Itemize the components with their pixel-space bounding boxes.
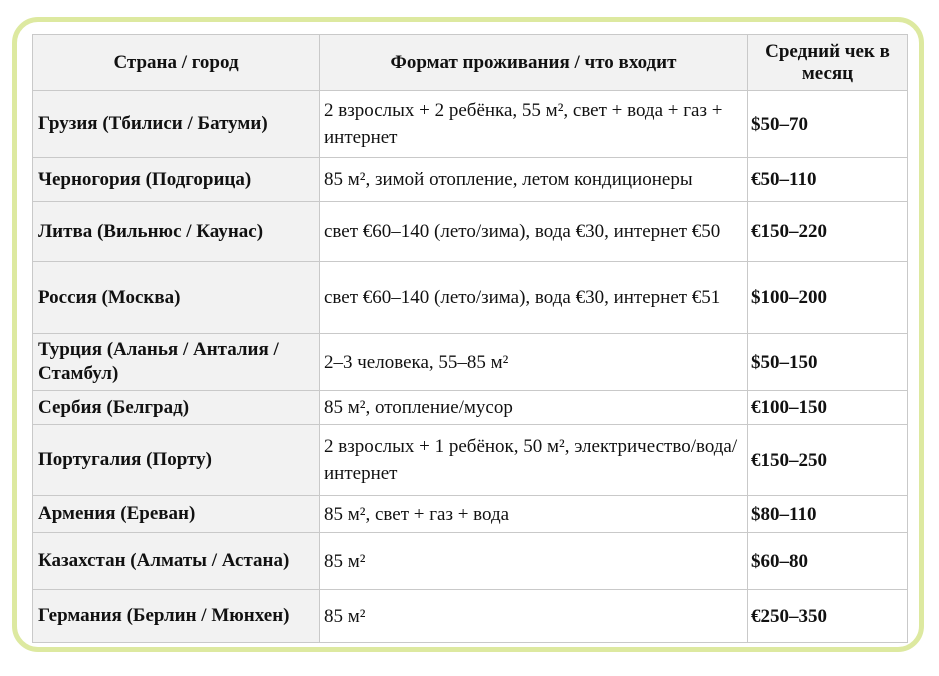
country-cell: Сербия (Белград) bbox=[33, 391, 320, 425]
price-cell: €150–220 bbox=[748, 202, 908, 262]
table-row bbox=[33, 590, 908, 643]
price-cell: $50–150 bbox=[748, 334, 908, 391]
format-cell bbox=[320, 158, 748, 202]
table-header-row bbox=[33, 35, 908, 91]
table-row bbox=[33, 202, 908, 262]
format-cell: 2–3 человека, 55–85 м² bbox=[320, 334, 748, 391]
format-cell: 85 м² bbox=[320, 533, 748, 590]
table-row bbox=[33, 391, 908, 425]
format-cell: свет €60–140 (лето/зима), вода €30, интернет €50 bbox=[320, 202, 748, 262]
price-cell: €250–350 bbox=[748, 590, 908, 643]
price-cell: €150–250 bbox=[748, 425, 908, 496]
format-cell: 85 м², отопление/мусор bbox=[320, 391, 748, 425]
country-cell: Германия (Берлин / Мюнхен) bbox=[33, 590, 320, 643]
price-cell: €50–110 bbox=[748, 158, 908, 202]
format-cell-text: 85 м², зимой отопление, летом кондиционеры bbox=[324, 169, 693, 190]
table-row bbox=[33, 262, 908, 334]
format-cell: 2 взрослых + 2 ребёнка, 55 м², свет + вода + газ + интернет bbox=[320, 91, 748, 158]
table-row bbox=[33, 158, 908, 202]
price-cell: $80–110 bbox=[748, 496, 908, 533]
country-cell: Грузия (Тбилиси / Батуми) bbox=[33, 91, 320, 158]
country-cell: Португалия (Порту) bbox=[33, 425, 320, 496]
header-country: Страна / город bbox=[33, 35, 320, 91]
header-format: Формат проживания / что входит bbox=[320, 35, 748, 91]
country-cell: Турция (Аланья / Анталия / Стамбул) bbox=[33, 334, 320, 391]
country-cell: Казахстан (Алматы / Астана) bbox=[33, 533, 320, 590]
price-cell: $100–200 bbox=[748, 262, 908, 334]
country-cell: Армения (Ереван) bbox=[33, 496, 320, 533]
country-cell: Россия (Москва) bbox=[33, 262, 320, 334]
format-cell: 85 м², свет + газ + вода bbox=[320, 496, 748, 533]
utilities-cost-table bbox=[32, 34, 908, 643]
header-price: Средний чек в месяц bbox=[748, 35, 908, 91]
table-row bbox=[33, 91, 908, 158]
format-cell: 85 м² bbox=[320, 590, 748, 643]
price-cell: €100–150 bbox=[748, 391, 908, 425]
format-cell: 2 взрослых + 1 ребёнок, 50 м², электричество/вода/интернет bbox=[320, 425, 748, 496]
table-row bbox=[33, 496, 908, 533]
price-cell: $60–80 bbox=[748, 533, 908, 590]
format-cell: свет €60–140 (лето/зима), вода €30, интернет €51 bbox=[320, 262, 748, 334]
price-cell: $50–70 bbox=[748, 91, 908, 158]
country-cell: Черногория (Подгорица) bbox=[33, 158, 320, 202]
table-row bbox=[33, 425, 908, 496]
country-cell: Литва (Вильнюс / Каунас) bbox=[33, 202, 320, 262]
table-row bbox=[33, 334, 908, 391]
table-row bbox=[33, 533, 908, 590]
